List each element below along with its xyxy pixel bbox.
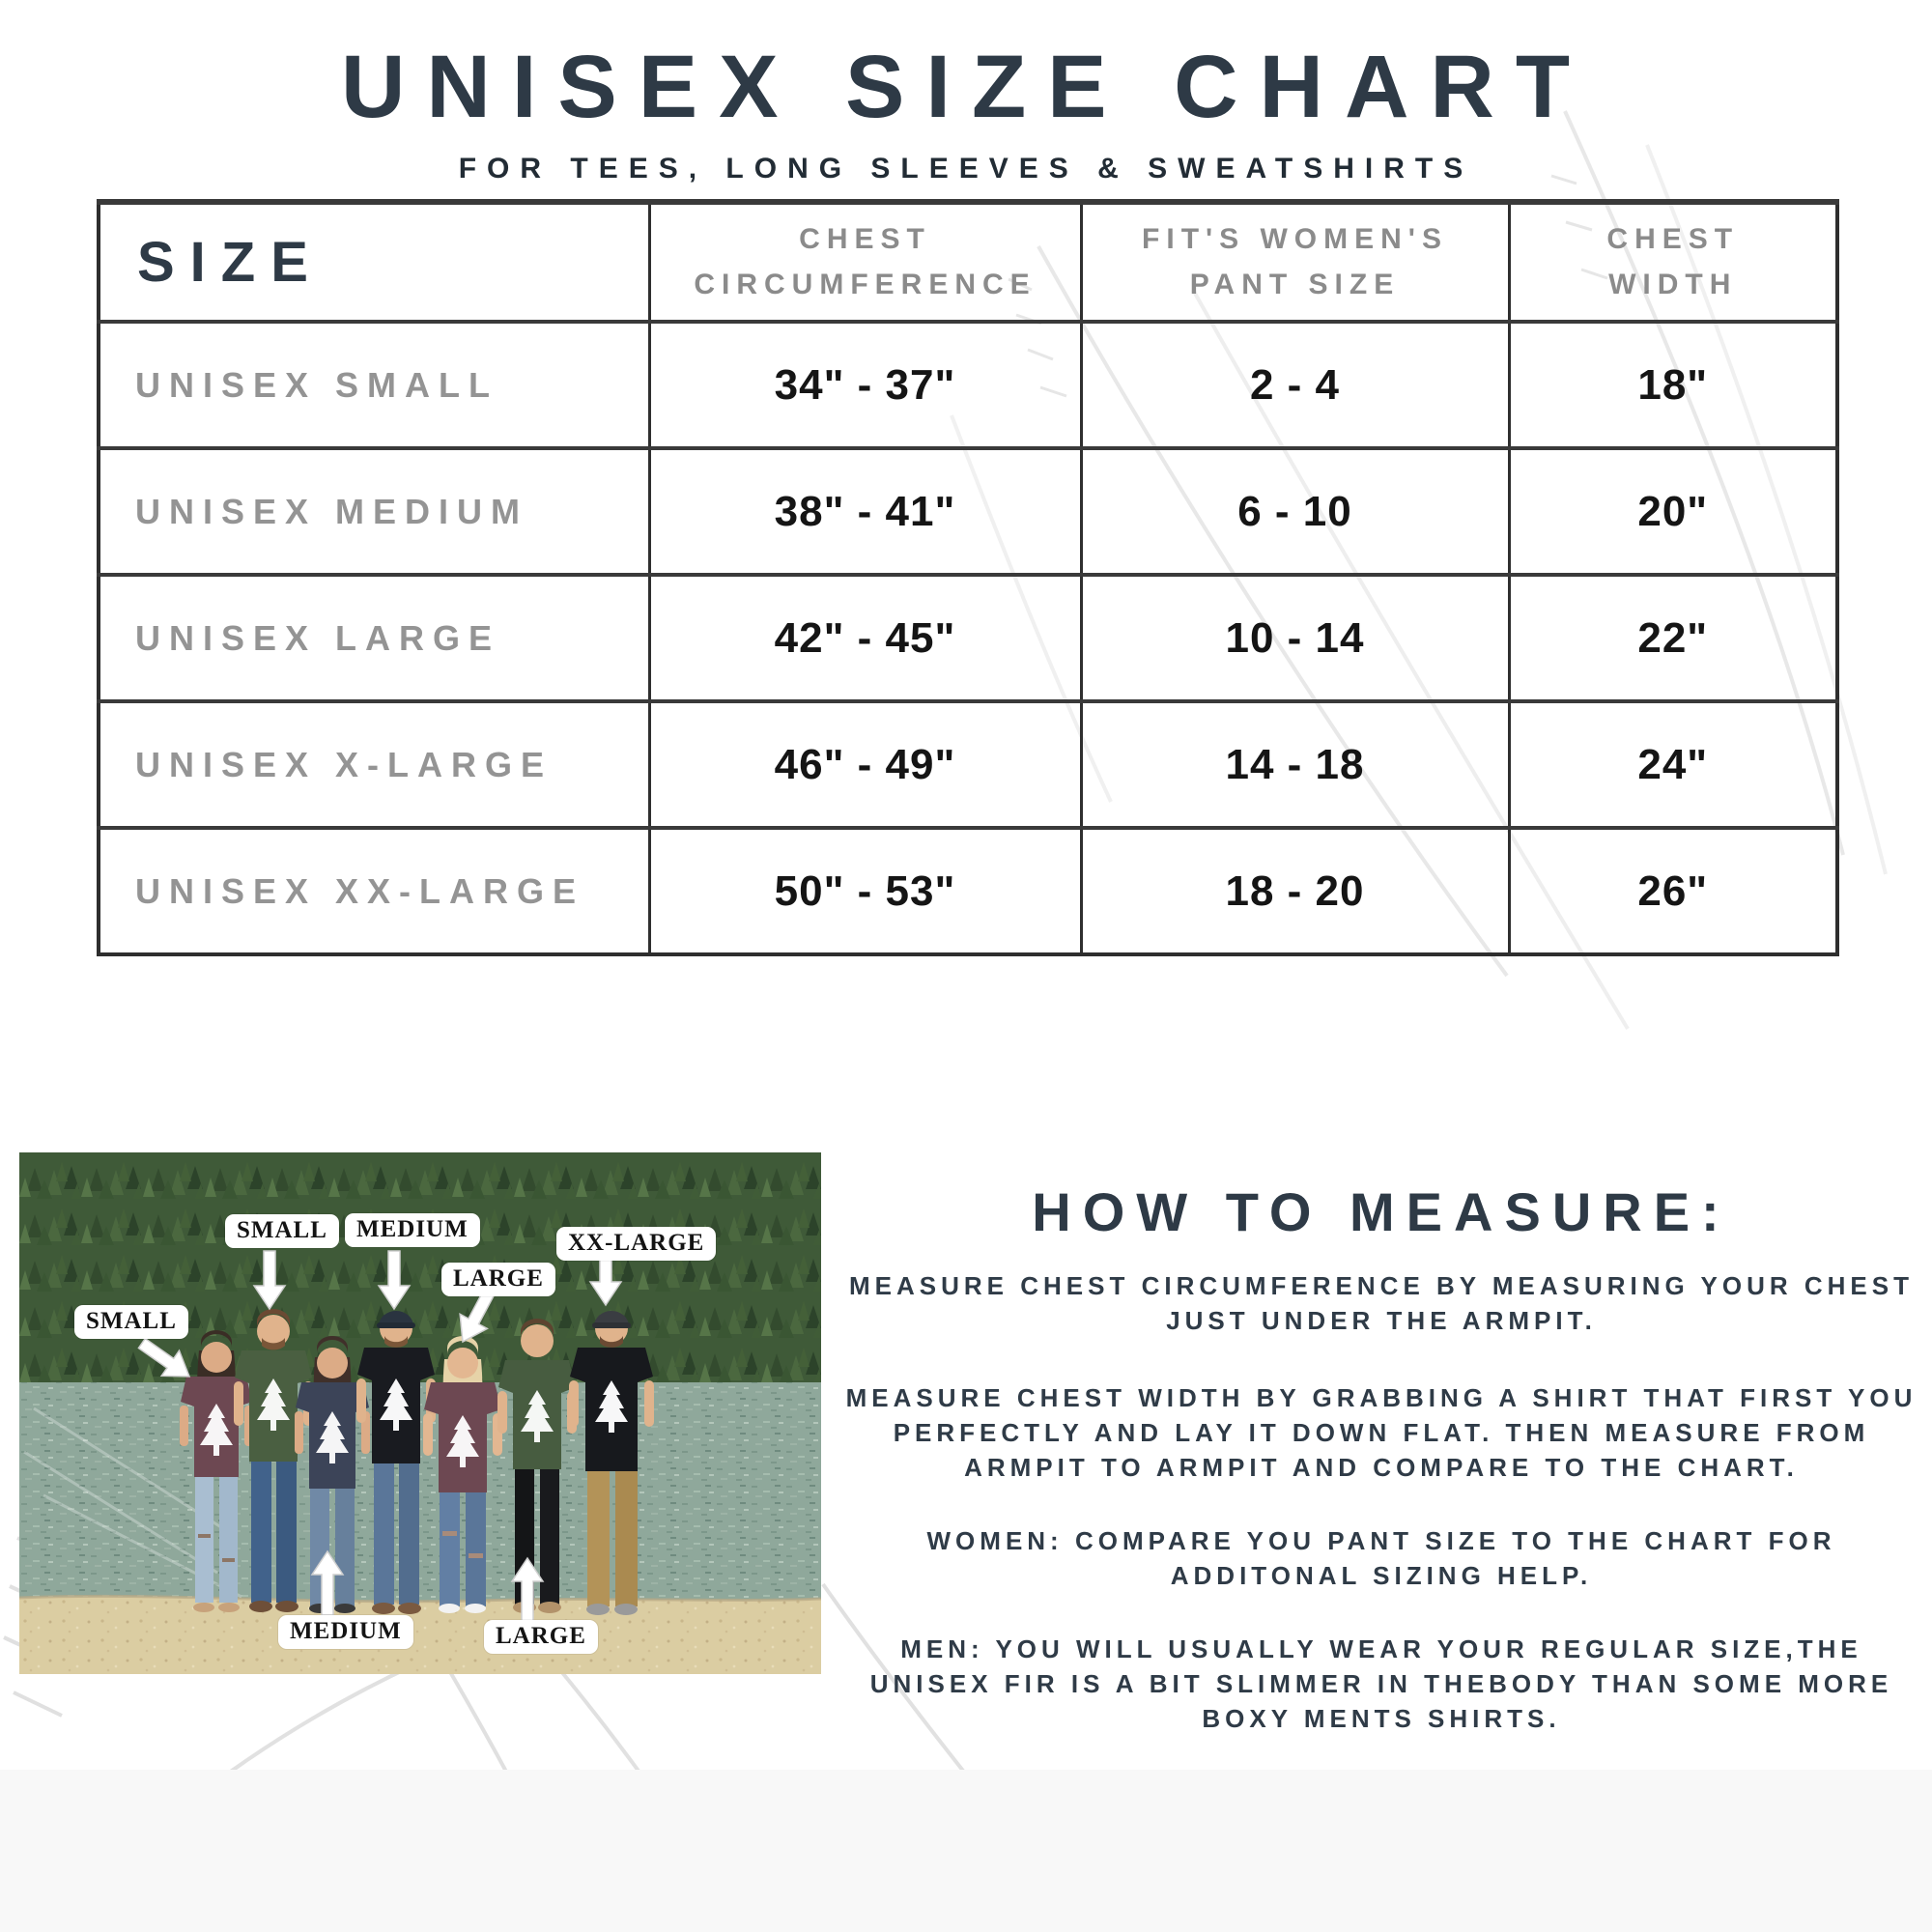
- chest-width-cell: 26": [1509, 828, 1837, 954]
- measure-heading: HOW TO MEASURE:: [1032, 1181, 1731, 1242]
- table-row: [99, 575, 1837, 701]
- column-header-chest-width: CHEST WIDTH: [1509, 202, 1837, 322]
- size-cell: UNISEX LARGE: [99, 575, 649, 701]
- photo-label-xx-large: XX-LARGE: [556, 1227, 716, 1261]
- chest-width-cell: 18": [1509, 322, 1837, 448]
- measure-paragraph-circumference: MEASURE CHEST CIRCUMFERENCE BY MEASURING YOUR CHEST JUST UNDER THE ARMPIT.: [848, 1271, 1914, 1335]
- measure-paragraph-width: MEASURE CHEST WIDTH BY GRABBING A SHIRT THAT FIRST YOU PERFECTLY AND LAY IT DOWN FLAT. THEN MEASURE FROM ARMPIT TO ARMPIT AND COMPARE TO THE CHART.: [845, 1383, 1918, 1482]
- chest-width-cell: 24": [1509, 701, 1837, 828]
- size-cell: UNISEX MEDIUM: [99, 448, 649, 575]
- chest-circumference-cell: 38" - 41": [649, 448, 1081, 575]
- size-cell: UNISEX XX-LARGE: [99, 828, 649, 954]
- chest-circumference-cell: 50" - 53": [649, 828, 1081, 954]
- group-photo: [19, 1152, 821, 1674]
- chest-circumference-cell: 42" - 45": [649, 575, 1081, 701]
- pant-size-cell: 2 - 4: [1081, 322, 1509, 448]
- chest-width-cell: 20": [1509, 448, 1837, 575]
- how-to-measure-section: [840, 1180, 1922, 1736]
- table-header-row: [99, 202, 1837, 322]
- size-cell: UNISEX SMALL: [99, 322, 649, 448]
- bottom-band: [0, 1770, 1932, 1932]
- photo-label-large-bottom: LARGE: [484, 1620, 598, 1654]
- table-row: [99, 701, 1837, 828]
- measure-paragraph-women: WOMEN: COMPARE YOU PANT SIZE TO THE CHART FOR ADDITONAL SIZING HELP.: [926, 1526, 1836, 1590]
- photo-label-medium-bottom: MEDIUM: [278, 1615, 413, 1649]
- photo-label-small-top: SMALL: [225, 1214, 339, 1248]
- pant-size-cell: 10 - 14: [1081, 575, 1509, 701]
- column-header-size: SIZE: [99, 202, 649, 322]
- pant-size-cell: 14 - 18: [1081, 701, 1509, 828]
- chest-circumference-cell: 34" - 37": [649, 322, 1081, 448]
- photo-label-large-top: LARGE: [441, 1263, 555, 1296]
- photo-label-small-left: SMALL: [74, 1305, 188, 1339]
- pant-size-cell: 6 - 10: [1081, 448, 1509, 575]
- chest-circumference-cell: 46" - 49": [649, 701, 1081, 828]
- pant-size-cell: 18 - 20: [1081, 828, 1509, 954]
- page-title: UNISEX SIZE CHART: [340, 38, 1592, 136]
- measure-paragraph-men: MEN: YOU WILL USUALLY WEAR YOUR REGULAR SIZE,THE UNISEX FIR IS A BIT SLIMMER IN THEBODY THAN SOME MORE BOXY MENTS SHIRTS.: [869, 1634, 1893, 1733]
- page-subtitle: FOR TEES, LONG SLEEVES & SWEATSHIRTS: [458, 153, 1474, 185]
- column-header-chest-circumference: CHEST CIRCUMFERENCE: [649, 202, 1081, 322]
- table-row: [99, 828, 1837, 954]
- table-row: [99, 322, 1837, 448]
- column-header-pant-size: FIT'S WOMEN'S PANT SIZE: [1081, 202, 1509, 322]
- size-cell: UNISEX X-LARGE: [99, 701, 649, 828]
- chest-width-cell: 22": [1509, 575, 1837, 701]
- photo-label-medium-top: MEDIUM: [345, 1213, 480, 1247]
- size-table: [97, 199, 1839, 956]
- table-row: [99, 448, 1837, 575]
